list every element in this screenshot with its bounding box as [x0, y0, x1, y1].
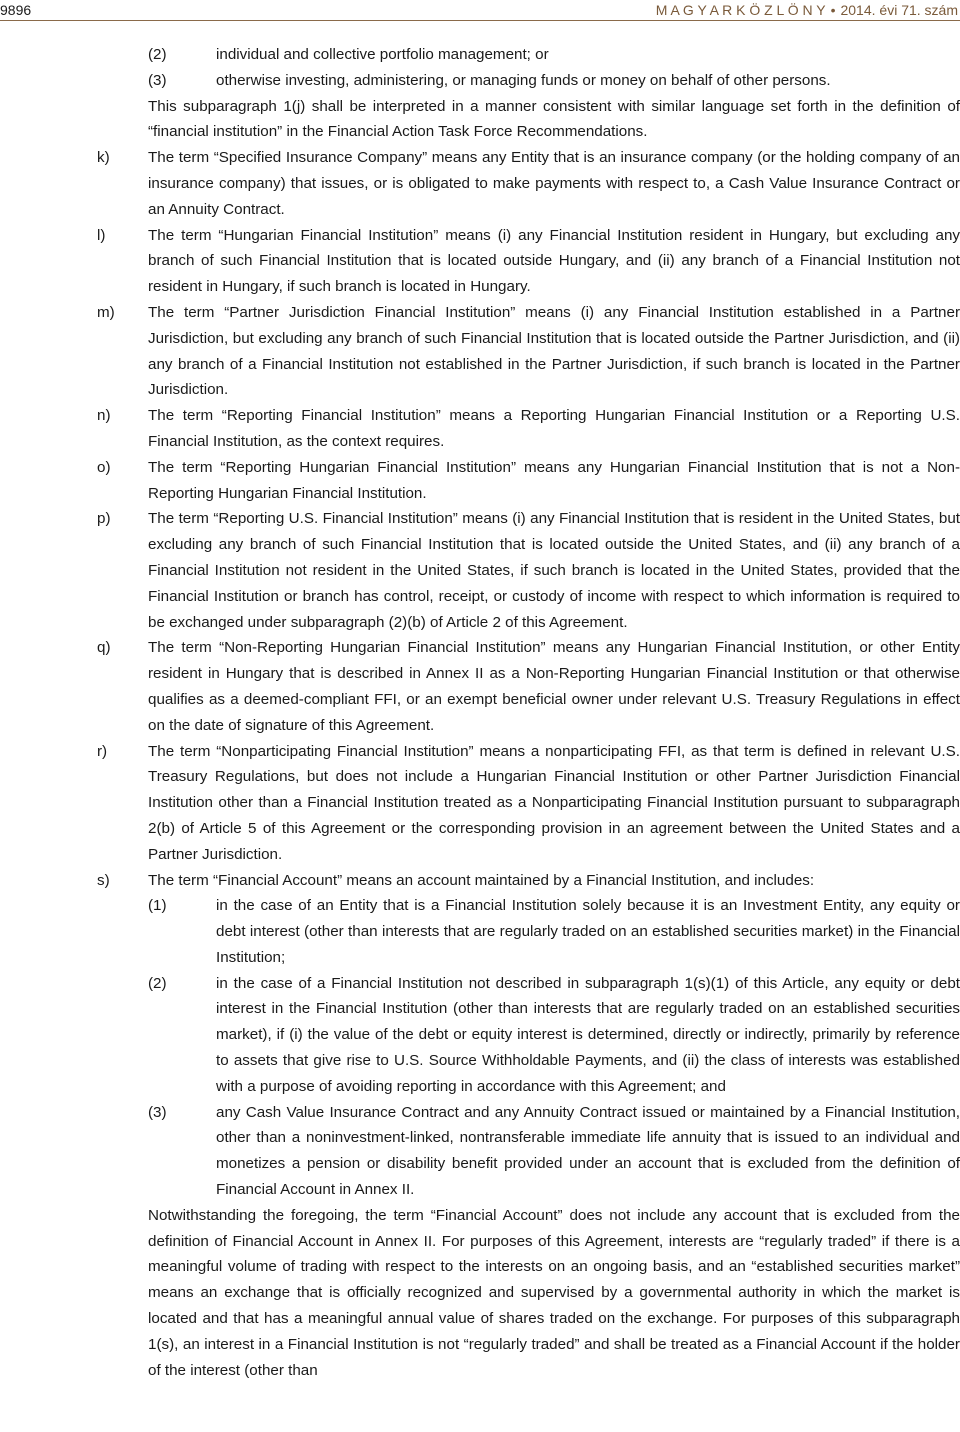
- sub-item-text: any Cash Value Insurance Contract and any Annuity Contract issued or maintained by a Financial Institution, other than a noninvestment-linked, nontransferable immediate life annuity that is issued to an individual and monetizes a pension or disability benefit provided under an account that is excluded from the definition of Financial Account in Annex II.: [216, 1103, 960, 1199]
- paragraph-s-continuation: Notwithstanding the foregoing, the term “Financial Account” does not include any account that is excluded from the definition of Financial Account in Annex II. For purposes of this Agreement, interests are “regularly traded” if there is a meaningful volume of trading with respect to the interests on an ongoing basis, and an “established securities market” means an exchange that is officially recognized and supervised by a governmental authority in which the market is located and that has a meaningful annual value of shares traded on the exchange. For purposes of this subparagraph 1(s), an interest in a Financial Institution is not “regularly traded” and shall be treated as a Financial Account if the holder of the interest (other than: [148, 1206, 960, 1379]
- definition-o: [0, 455, 960, 507]
- definition-text: The term “Reporting Hungarian Financial Institution” means any Hungarian Financial Institution that is not a Non-Reporting Hungarian Financial Institution.: [148, 458, 960, 502]
- item-text: otherwise investing, administering, or managing funds or money on behalf of other persons.: [216, 71, 831, 89]
- definition-text: The term “Specified Insurance Company” means any Entity that is an insurance company (or the holding company of an insurance company) that issues, or is obligated to make payments with respect to, a Cash Value Insurance Contract or an Annuity Contract.: [148, 149, 960, 218]
- definition-label: m): [97, 303, 115, 321]
- item-label: (2): [148, 46, 167, 63]
- list-item: [0, 42, 960, 68]
- sub-item-label: (2): [148, 974, 167, 992]
- sub-item: [0, 971, 960, 1100]
- definition-text: The term “Nonparticipating Financial Institution” means a nonparticipating FFI, as that term is defined in relevant U.S. Treasury Regulations, but does not include a Hungarian Financial Institution or other Partner Jurisdiction Financial Institution other than a Financial Institution treated as a Nonparticipating Financial Institution pursuant to subparagraph 2(b) of Article 5 of this Agreement or the corresponding provision in an agreement between the United States and a Partner Jurisdiction.: [148, 742, 960, 863]
- issue-number: 2014. évi 71. szám: [840, 2, 958, 18]
- page-header: [0, 0, 960, 22]
- separator-dot: •: [830, 2, 836, 18]
- definition-text: The term “Partner Jurisdiction Financial Institution” means (i) any Financial Institution established in a Partner Jurisdiction, but excluding any branch of such Financial Institution that is located outside the Partner Jurisdiction, and (ii) any branch of a Financial Institution not established in the Partner Jurisdiction, if such branch is located in the Partner Jurisdiction.: [148, 303, 960, 399]
- journal-title: [656, 1, 958, 19]
- sub-item-label: (3): [148, 1103, 167, 1121]
- journal-name: M A G Y A R K Ö Z L Ö N Y: [655, 2, 826, 18]
- document-body: [0, 42, 960, 1383]
- definition-label: n): [97, 407, 111, 425]
- sub-item-label: (1): [148, 897, 167, 915]
- definition-q: [0, 635, 960, 738]
- definition-text: The term “Reporting Financial Institution” means a Reporting Hungarian Financial Institution or a Reporting U.S. Financial Institution, as the context requires.: [148, 407, 960, 450]
- definition-text: The term “Reporting U.S. Financial Institution” means (i) any Financial Institution that is resident in the United States, but excluding any branch of such Financial Institution that is located outside the United States, and (ii) any branch of a Financial Institution not resident in the United States, if such branch is located in the United States, provided that the Financial Institution or branch has control, receipt, or custody of income with respect to which information is required to be exchanged under subparagraph (2)(b) of Article 2 of this Agreement.: [148, 510, 960, 631]
- definition-label: q): [97, 639, 111, 657]
- definition-s: [0, 868, 960, 894]
- definition-l: [0, 223, 960, 300]
- paragraph-j-continuation: This subparagraph 1(j) shall be interpreted in a manner consistent with similar language set forth in the definition of “financial institution” in the Financial Action Task Force Recommendations.: [148, 97, 960, 141]
- definition-label: r): [97, 742, 108, 760]
- sub-item: [0, 1100, 960, 1203]
- list-item: [0, 68, 960, 94]
- definition-label: l): [97, 226, 106, 244]
- sub-item-text: in the case of an Entity that is a Financial Institution solely because it is an Investment Entity, any equity or debt interest (other than interests that are regularly traded on an established securities market) in the Financial Institution;: [216, 897, 960, 966]
- definition-text: The term “Non-Reporting Hungarian Financial Institution” means any Hungarian Financial Institution, or other Entity resident in Hungary that is described in Annex II as a Non-Reporting Hungarian Financial Institution or that otherwise qualifies as a deemed-compliant FFI, or an exempt beneficial owner under relevant U.S. Treasury Regulations in effect on the date of signature of this Agreement.: [148, 639, 960, 734]
- sub-item-text: in the case of a Financial Institution not described in subparagraph 1(s)(1) of this Article, any equity or debt interest in the Financial Institution (other than interests that are regularly traded on an established securities market), if (i) the value of the debt or equity interest is determined, directly or indirectly, primarily by reference to assets that give rise to U.S. Source Withholdable Payments, and (ii) the class of interests was established with a purpose of avoiding reporting in accordance with this Agreement; and: [216, 974, 960, 1095]
- definition-text: The term “Hungarian Financial Institution” means (i) any Financial Institution resident in Hungary, but excluding any branch of such Financial Institution that is located outside Hungary, and (ii) any branch of a Financial Institution not resident in Hungary, if such branch is located in Hungary.: [148, 226, 960, 296]
- definition-label: k): [97, 149, 110, 167]
- definition-label: s): [97, 871, 110, 889]
- definition-r: [0, 739, 960, 868]
- definition-p: [0, 506, 960, 635]
- item-text: individual and collective portfolio management; or: [216, 46, 549, 63]
- definition-text: The term “Financial Account” means an account maintained by a Financial Institution, and includes:: [148, 871, 815, 889]
- definition-label: p): [97, 510, 111, 528]
- definition-label: o): [97, 458, 111, 476]
- definition-m: [0, 300, 960, 403]
- sub-item: [0, 893, 960, 970]
- definition-k: [0, 145, 960, 222]
- definition-n: [0, 403, 960, 455]
- item-label: (3): [148, 71, 167, 89]
- page-number: 9896: [0, 2, 32, 18]
- header-rule: [0, 20, 960, 21]
